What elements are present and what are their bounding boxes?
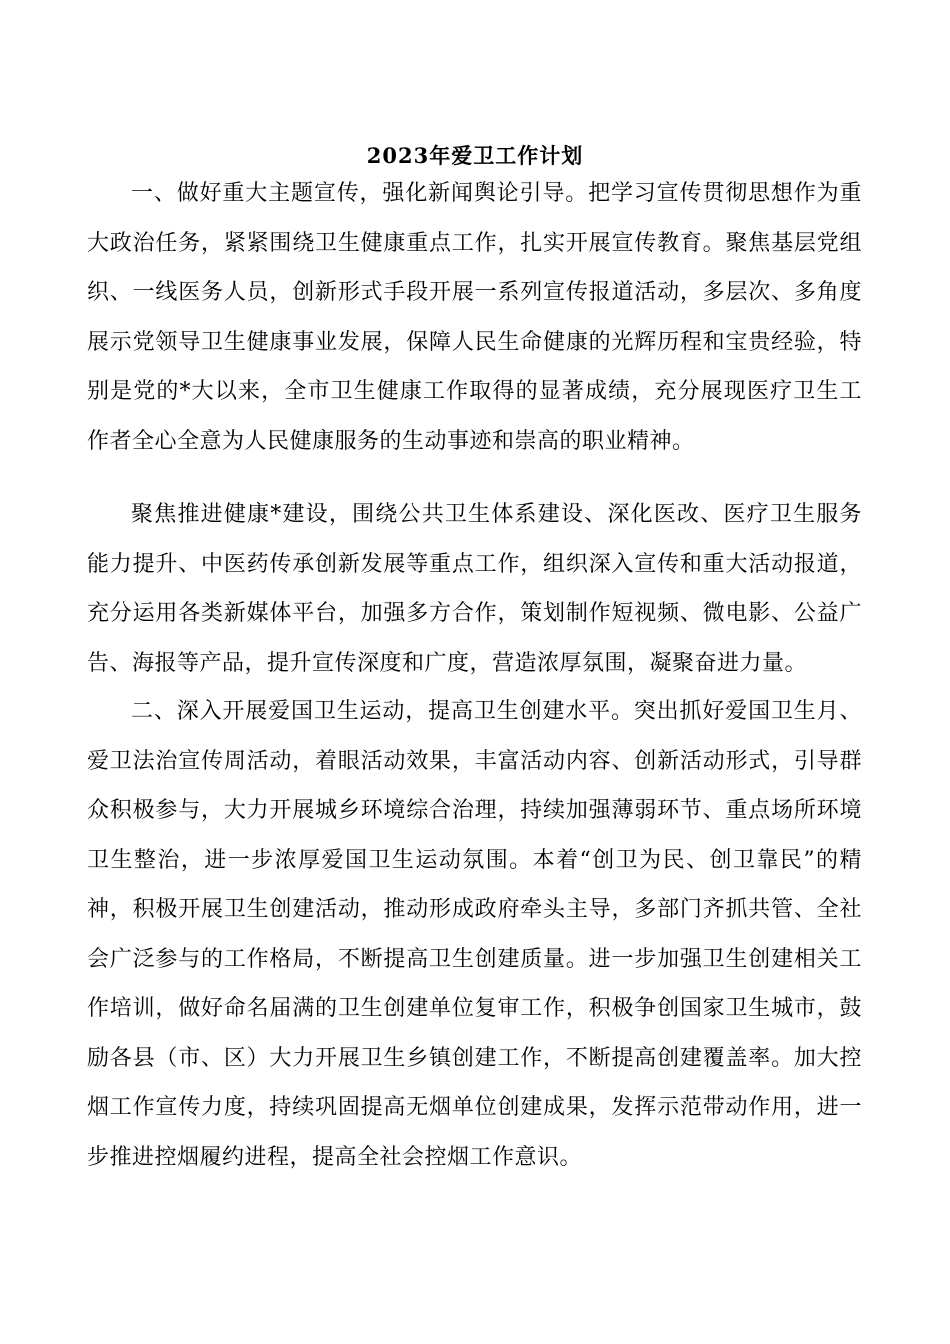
paragraph-1: 一、做好重大主题宣传，强化新闻舆论引导。把学习宣传贯彻思想作为重大政治任务，紧紧围绕卫生健康重点工作，扎实开展宣传教育。聚焦基层党组织、一线医务人员，创新形式手段开展一系列宣传报道活动，多层次、多角度展示党领导卫生健康事业发展，保障人民生命健康的光辉历程和宝贵经验，特别是党的*大以来，全市卫生健康工作取得的显著成绩，充分展现医疗卫生工作者全心全意为人民健康服务的生动事迹和崇高的职业精神。 xyxy=(87,181,862,454)
paragraph-2: 聚焦推进健康*建设，围绕公共卫生体系建设、深化医改、医疗卫生服务能力提升、中医药传承创新发展等重点工作，组织深入宣传和重大活动报道，充分运用各类新媒体平台，加强多方合作，策划制作短视频、微电影、公益广告、海报等产品，提升宣传深度和广度，营造浓厚氛围，凝聚奋进力量。 xyxy=(87,502,862,676)
document-title: 2023年爱卫工作计划 xyxy=(366,143,584,168)
paragraph-3: 二、深入开展爱国卫生运动，提高卫生创建水平。突出抓好爱国卫生月、爱卫法治宣传周活动，着眼活动效果，丰富活动内容、创新活动形式，引导群众积极参与，大力开展城乡环境综合治理，持续加强薄弱环节、重点场所环境卫生整治，进一步浓厚爱国卫生运动氛围。本着“创卫为民、创卫靠民”的精神，积极开展卫生创建活动，推动形成政府牵头主导，多部门齐抓共管、全社会广泛参与的工作格局，不断提高卫生创建质量。进一步加强卫生创建相关工作培训，做好命名届满的卫生创建单位复审工作，积极争创国家卫生城市，鼓励各县（市、区）大力开展卫生乡镇创建工作，不断提高创建覆盖率。加大控烟工作宣传力度，持续巩固提高无烟单位创建成果，发挥示范带动作用，进一步推进控烟履约进程，提高全社会控烟工作意识。 xyxy=(87,699,862,1170)
